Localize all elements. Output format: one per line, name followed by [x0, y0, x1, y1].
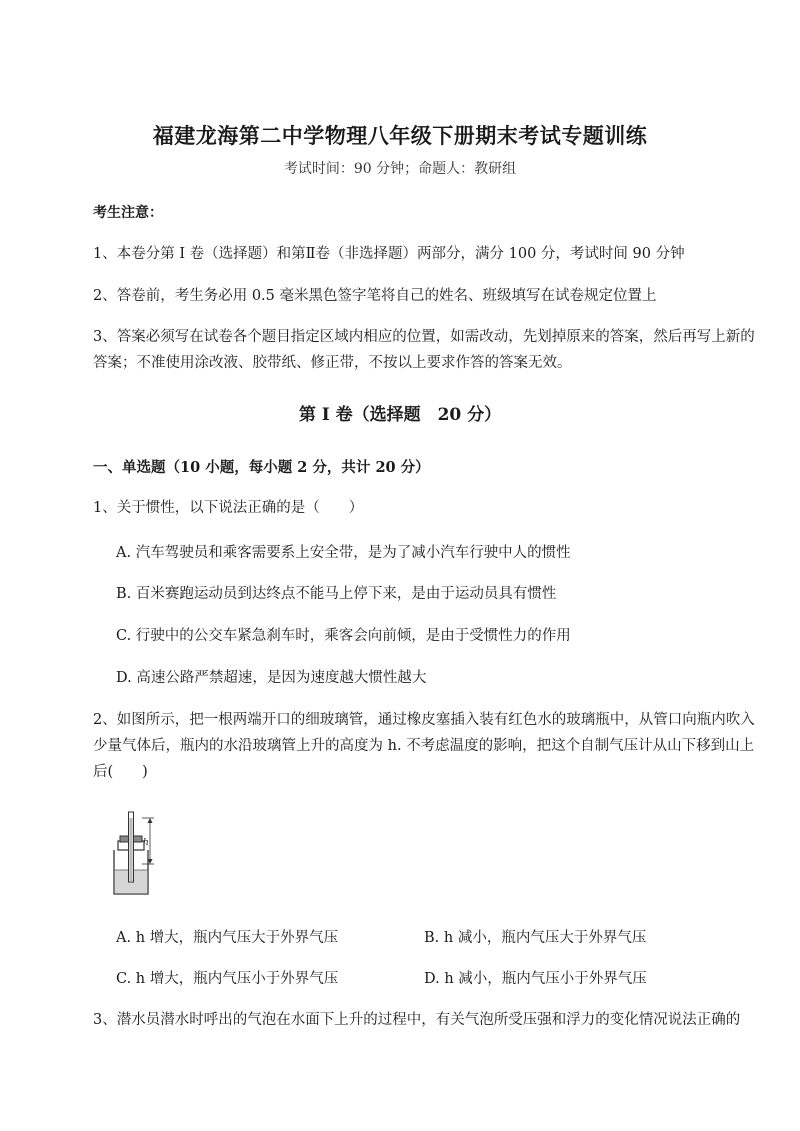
question-1-option-b: B. 百米赛跑运动员到达终点不能马上停下来，是由于运动员具有惯性 [116, 586, 557, 602]
question-1-option-d: D. 高速公路严禁超速，是因为速度越大惯性越大 [116, 670, 427, 686]
group-heading: 一、单选题（10 小题，每小题 2 分，共计 20 分） [93, 459, 430, 476]
page-title: 福建龙海第二中学物理八年级下册期末考试专题训练 [152, 123, 648, 148]
figure-h-label: h [143, 838, 149, 848]
exam-info: 考试时间：90 分钟；命题人：教研组 [283, 161, 517, 177]
notice-item-2: 2、答卷前，考生务必用 0.5 毫米黑色签字笔将自己的姓名、班级填写在试卷规定位置上 [93, 288, 657, 304]
question-2-option-b: B. h 减小，瓶内气压大于外界气压 [424, 930, 647, 946]
question-2-option-c: C. h 增大，瓶内气压小于外界气压 [116, 971, 339, 987]
question-2-stem: 2、如图所示，把一根两端开口的细玻璃管，通过橡皮塞插入装有红色水的玻璃瓶中，从管口向瓶内吹入少量气体后，瓶内的水沿玻璃管上升的高度为 h. 不考虑温度的影响，把这个自制气压计从山下移到山上后( ) [93, 712, 755, 780]
question-1-option-c: C. 行驶中的公交车紧急刹车时，乘客会向前倾，是由于受惯性力的作用 [116, 628, 571, 644]
notice-item-1: 1、本卷分第 I 卷（选择题）和第Ⅱ卷（非选择题）两部分，满分 100 分，考试时间 90 分钟 [93, 246, 685, 262]
question-1-stem: 1、关于惯性，以下说法正确的是（ ） [93, 500, 364, 516]
question-2-option-d: D. h 减小，瓶内气压小于外界气压 [424, 971, 647, 987]
notice-heading: 考生注意： [93, 205, 163, 221]
barometer-figure [106, 810, 166, 898]
notice-item-3: 3、答案必须写在试卷各个题目指定区域内相应的位置，如需改动，先划掉原来的答案，然后再写上新的答案；不准使用涂改液、胶带纸、修正带，不按以上要求作答的答案无效。 [93, 329, 755, 371]
question-1-option-a: A. 汽车驾驶员和乘客需要系上安全带，是为了减小汽车行驶中人的惯性 [116, 545, 571, 561]
question-3-stem: 3、潜水员潜水时呼出的气泡在水面下上升的过程中，有关气泡所受压强和浮力的变化情况说法正确的 [93, 1012, 741, 1028]
question-2-option-a: A. h 增大，瓶内气压大于外界气压 [116, 930, 339, 946]
section-title: 第 I 卷（选择题 20 分） [298, 405, 502, 425]
